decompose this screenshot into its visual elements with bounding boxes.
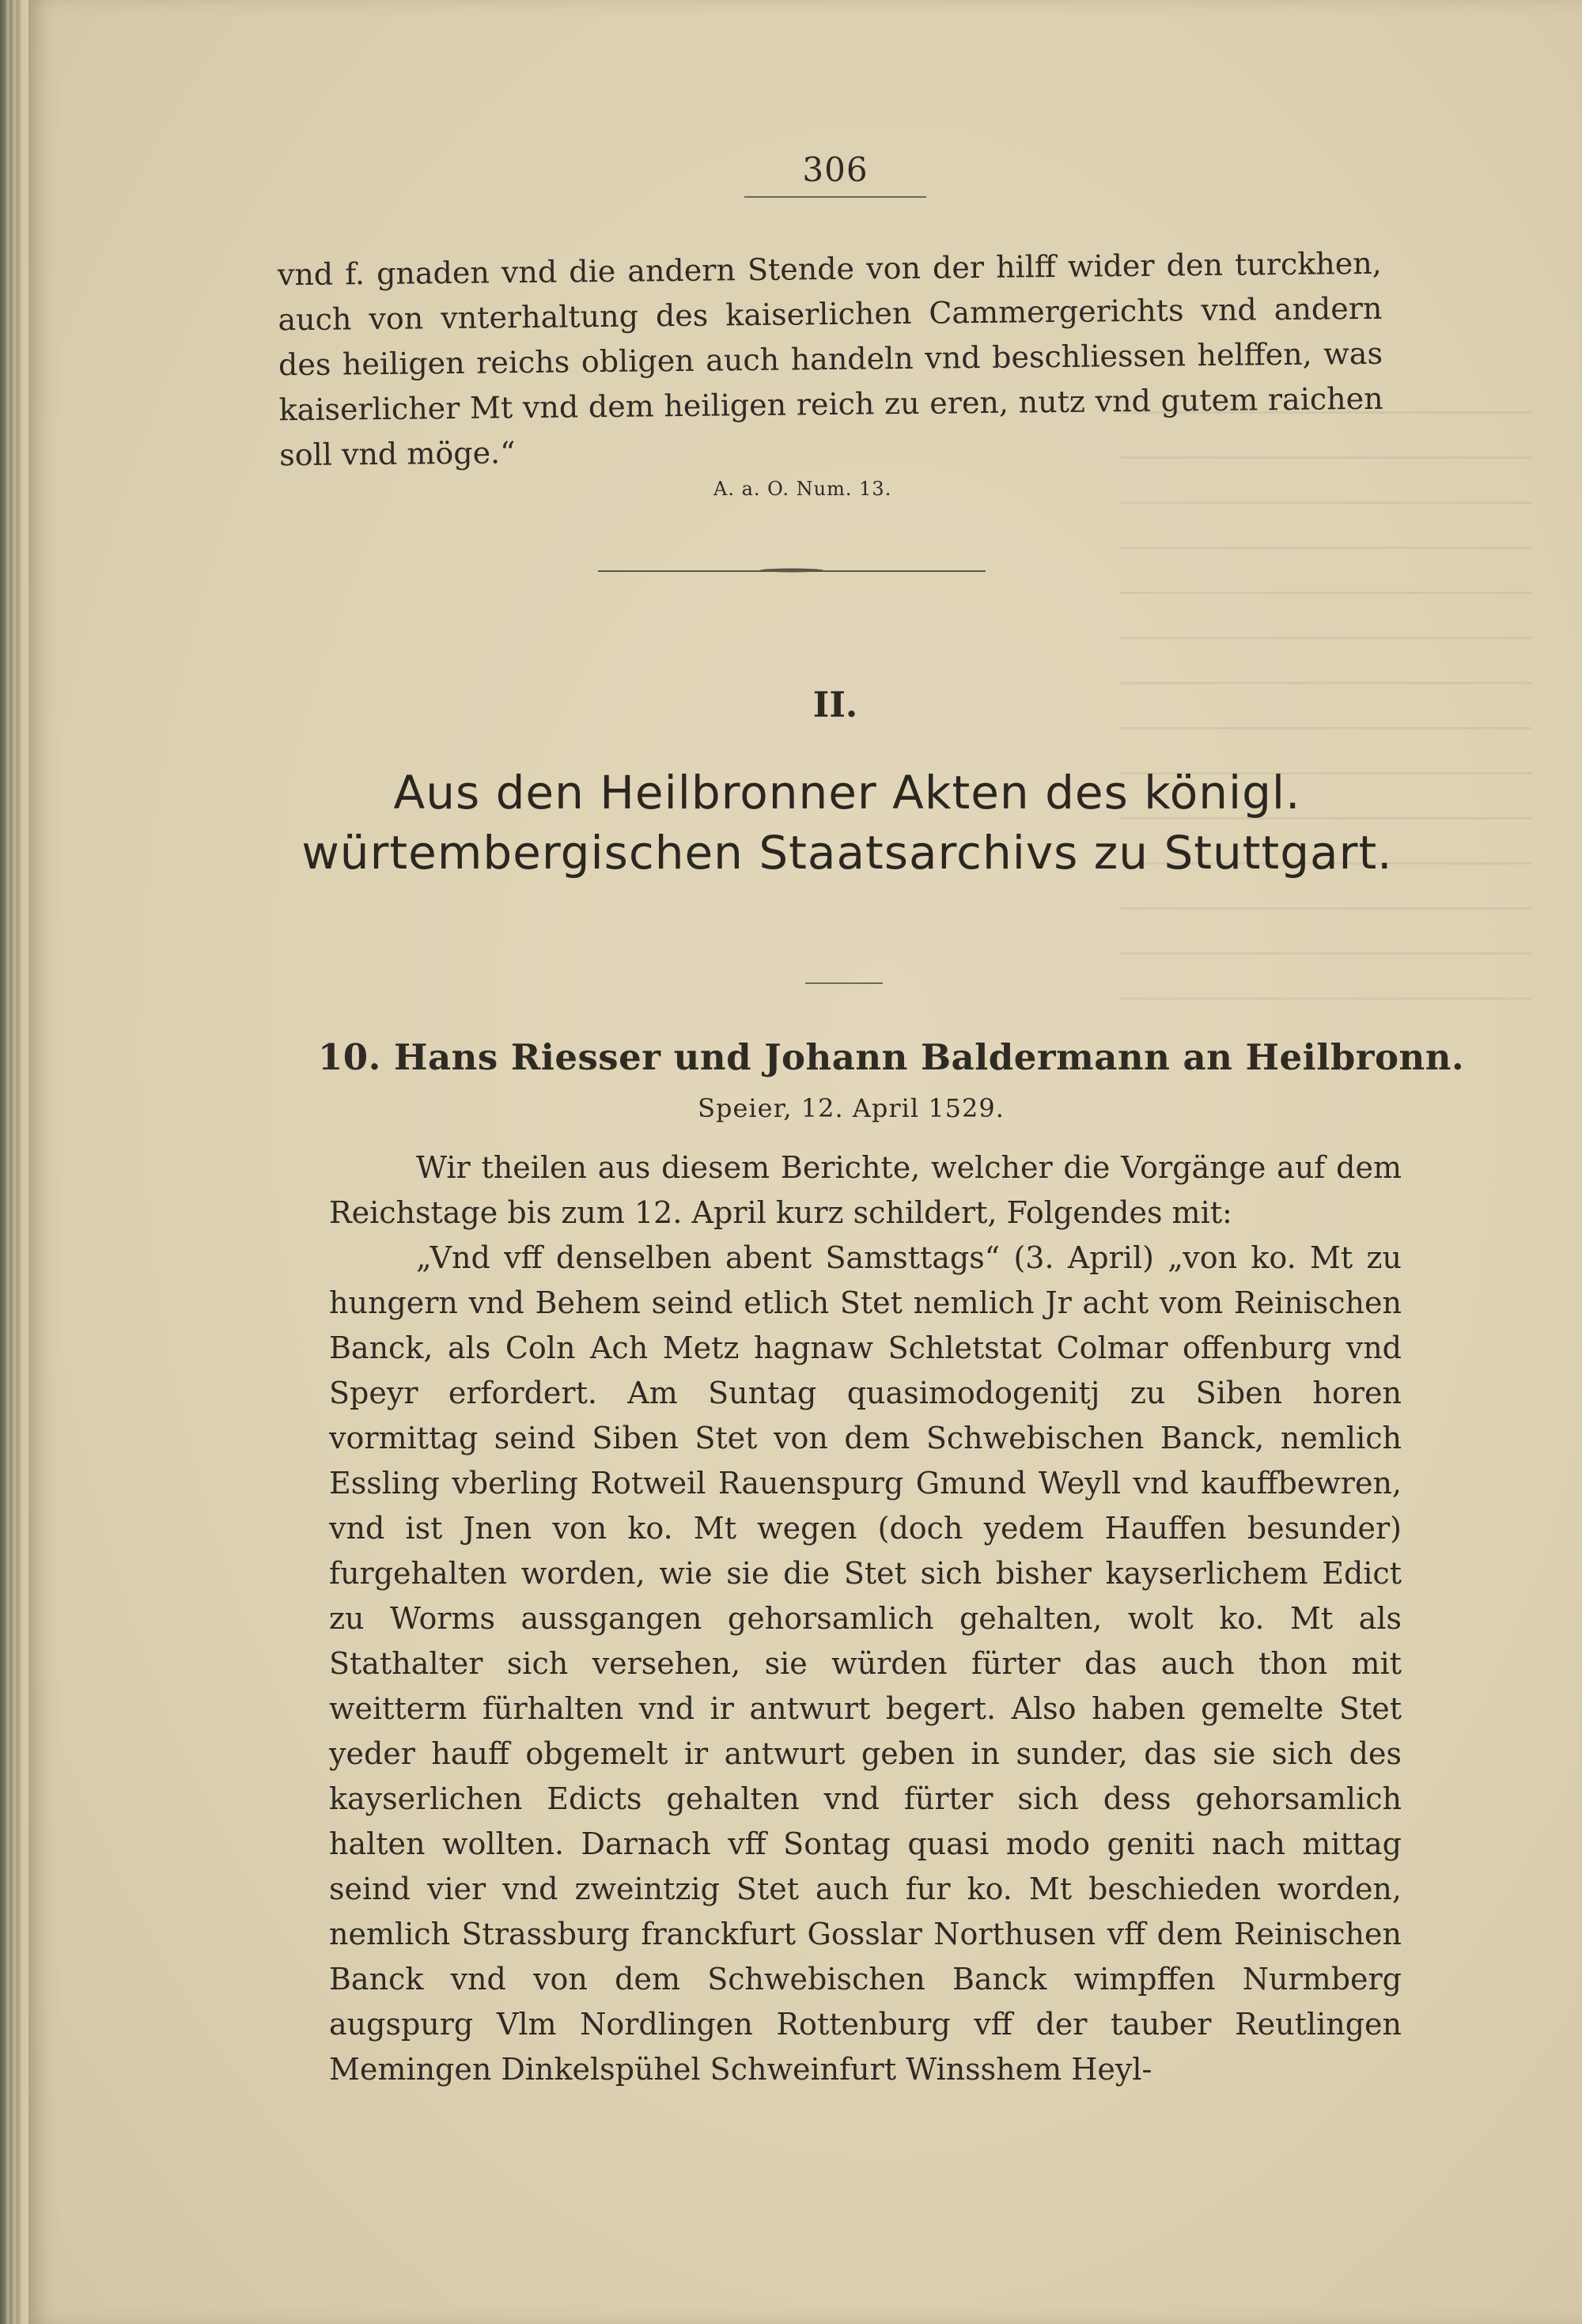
intro-paragraph: Wir theilen aus diesem Berichte, welcher die Vorgänge auf dem Reichstage bis zum 12. April kurz schildert, Folgendes mit: xyxy=(329,1150,1402,1230)
show-through-text xyxy=(1120,411,1531,1012)
continued-paragraph: vnd f. gnaden vnd die andern Stende von der hilff wider den turckhen, auch von vnterhaltung des kaiserlichen Cammergerichts vnd andern des heiligen reichs obligen auch handeln vnd beschliessen helffen, was kaiserlicher Mt vnd dem heiligen reich zu eren, nutz vnd gutem raichen soll vnd möge.“ xyxy=(277,245,1383,473)
document-date: Speier, 12. April 1529. xyxy=(698,1093,1005,1123)
document-body xyxy=(329,1145,1402,2092)
book-page xyxy=(28,0,1582,2324)
quoted-report: „Vnd vff denselben abent Samsttags“ (3. April) „von ko. Mt zu hungern vnd Behem seind etlich Stet nemlich Jr acht vom Reinischen Banck, als Coln Ach Metz hagnaw Schletstat Colmar offenburg vnd Speyr erfordert. Am Suntag quasimodogenitj zu Siben horen vormittag seind Siben Stet von dem Schwebischen Banck, nemlich Essling vberling Rotweil Rauenspurg Gmund Weyll vnd kauffbewren, vnd ist Jnen von ko. Mt wegen (doch yedem Hauffen besunder) furgehalten worden, wie sie die Stet sich bisher kayserlichem Edict zu Worms aussgangen gehorsamlich gehalten, wolt ko. Mt als Stathalter sich versehen, sie würden fürter das auch thon mit weitterm fürhalten vnd ir antwurt begert. Also haben gemelte Stet yeder hauff obgemelt ir antwurt geben in sunder, das sie sich des kayserlichen Edicts gehalten vnd fürter sich dess gehorsamlich halten wollten. Darnach vff Sontag quasi modo geniti nach mittag seind vier vnd zweintzig Stet auch fur ko. Mt beschieden worden, nemlich Strassburg franckfurt Gosslar Northusen vff dem Reinischen Banck vnd von dem Schwebischen Banck wimpffen Nurmberg augspurg Vlm Nordlingen Rottenburg vff der tauber Reutlingen Memingen Dinkelspühel Schweinfurt Winsshem Heyl- xyxy=(329,1240,1402,2087)
page-number: 306 xyxy=(802,150,869,189)
section-numeral: II. xyxy=(812,685,858,725)
section-heading: Aus den Heilbronner Akten des königl. würtembergischen Staatsarchivs zu Stuttgart. xyxy=(301,766,1393,880)
page-number-rule xyxy=(744,196,926,201)
section-divider-ornament xyxy=(760,569,823,573)
heading-rule xyxy=(805,982,883,987)
source-reference: A. a. O. Num. 13. xyxy=(713,478,892,500)
document-title: 10. Hans Riesser und Johann Baldermann an Heilbronn. xyxy=(318,1036,1465,1078)
